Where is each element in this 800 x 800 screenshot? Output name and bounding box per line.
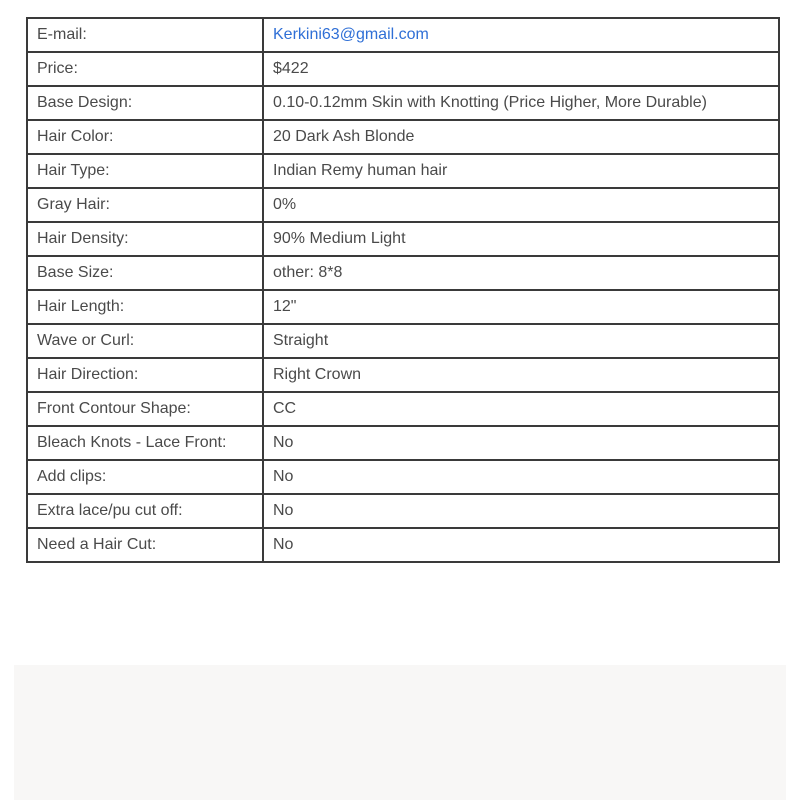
row-value: 20 Dark Ash Blonde — [263, 120, 779, 154]
row-value: 0.10-0.12mm Skin with Knotting (Price Higher, More Durable) — [263, 86, 779, 120]
table-row — [27, 120, 779, 154]
table-row — [27, 358, 779, 392]
row-value: CC — [263, 392, 779, 426]
row-value: Right Crown — [263, 358, 779, 392]
table-row — [27, 256, 779, 290]
table-row — [27, 392, 779, 426]
row-label: Gray Hair: — [27, 188, 263, 222]
row-value: 12" — [263, 290, 779, 324]
row-value: No — [263, 494, 779, 528]
table-row — [27, 188, 779, 222]
row-value: 90% Medium Light — [263, 222, 779, 256]
row-value: No — [263, 528, 779, 562]
row-value: $422 — [263, 52, 779, 86]
row-label: Hair Type: — [27, 154, 263, 188]
row-value: No — [263, 426, 779, 460]
table-row — [27, 86, 779, 120]
table-row — [27, 426, 779, 460]
row-value — [263, 18, 779, 52]
row-label: Base Design: — [27, 86, 263, 120]
table-row — [27, 290, 779, 324]
row-label: Bleach Knots - Lace Front: — [27, 426, 263, 460]
row-label: Extra lace/pu cut off: — [27, 494, 263, 528]
table-row — [27, 494, 779, 528]
row-value: Indian Remy human hair — [263, 154, 779, 188]
bottom-content-panel — [14, 665, 786, 800]
row-label: Base Size: — [27, 256, 263, 290]
row-label: Wave or Curl: — [27, 324, 263, 358]
order-details-table — [26, 17, 780, 563]
row-value: Straight — [263, 324, 779, 358]
row-label: E-mail: — [27, 18, 263, 52]
table-row — [27, 154, 779, 188]
row-value: No — [263, 460, 779, 494]
row-value: 0% — [263, 188, 779, 222]
order-details-body — [27, 18, 779, 562]
row-label: Hair Direction: — [27, 358, 263, 392]
table-row — [27, 528, 779, 562]
row-value: other: 8*8 — [263, 256, 779, 290]
row-label: Hair Length: — [27, 290, 263, 324]
table-row — [27, 18, 779, 52]
table-row — [27, 222, 779, 256]
row-label: Hair Color: — [27, 120, 263, 154]
table-row — [27, 52, 779, 86]
row-label: Front Contour Shape: — [27, 392, 263, 426]
table-row — [27, 324, 779, 358]
row-label: Need a Hair Cut: — [27, 528, 263, 562]
row-label: Add clips: — [27, 460, 263, 494]
email-link[interactable]: Kerkini63@gmail.com — [273, 26, 429, 43]
row-label: Price: — [27, 52, 263, 86]
row-label: Hair Density: — [27, 222, 263, 256]
table-row — [27, 460, 779, 494]
clipped-top-text-area — [0, 0, 800, 12]
